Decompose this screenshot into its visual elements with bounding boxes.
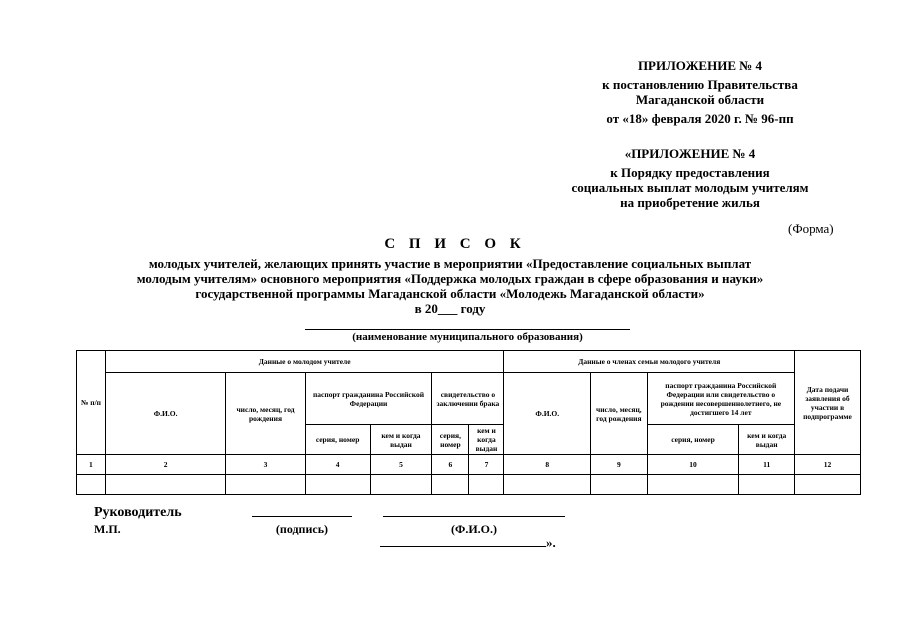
description-line2: молодым учителям» основного мероприятия «Поддержка молодых граждан в сфере образования и науки» xyxy=(136,271,764,286)
column-number: 9 xyxy=(591,455,648,475)
family-issued-header: кем и когда выдан xyxy=(739,425,795,455)
table-cell[interactable] xyxy=(105,475,226,495)
column-number: 7 xyxy=(469,455,504,475)
family-fio-header: Ф.И.О. xyxy=(504,373,591,455)
col-number-header: № п/п xyxy=(77,351,106,455)
table-row xyxy=(77,475,861,495)
inner-appendix-line3: на приобретение жилья xyxy=(620,195,760,210)
teachers-table xyxy=(76,350,861,495)
column-number: 5 xyxy=(370,455,432,475)
teacher-birth-header: число, месяц, год рождения xyxy=(226,373,305,455)
family-series-header: серия, номер xyxy=(647,425,739,455)
table-cell[interactable] xyxy=(504,475,591,495)
table-cell[interactable] xyxy=(226,475,305,495)
table-cell[interactable] xyxy=(591,475,648,495)
signature-caption: (подпись) xyxy=(275,522,329,536)
closing-mark: ». xyxy=(546,535,556,550)
table-cell[interactable] xyxy=(305,475,370,495)
teacher-passport-series-header: серия, номер xyxy=(305,425,370,455)
table-cell[interactable] xyxy=(469,475,504,495)
inner-appendix-line2: социальных выплат молодым учителям xyxy=(571,180,809,195)
document-title: С П И С О К xyxy=(384,236,526,252)
table-cell[interactable] xyxy=(77,475,106,495)
column-number: 12 xyxy=(795,455,861,475)
application-date-header: Дата подачи заявления об участии в подпрограмме xyxy=(795,351,861,455)
column-number: 11 xyxy=(739,455,795,475)
teacher-group-header: Данные о молодом учителе xyxy=(105,351,504,373)
teacher-passport-header: паспорт гражданина Российской Федерации xyxy=(305,373,432,425)
fio-line[interactable] xyxy=(383,516,565,517)
description-line1: молодых учителей, желающих принять участие в мероприятии «Предоставление социальных выплат xyxy=(148,256,752,271)
family-passport-header: паспорт гражданина Российской Федерации или свидетельство о рождении несовершеннолетнего, не достигшего 14 лет xyxy=(647,373,794,425)
table-cell[interactable] xyxy=(432,475,469,495)
appendix-title: ПРИЛОЖЕНИЕ № 4 xyxy=(637,58,763,73)
appendix-line3: от «18» февраля 2020 г. № 96-пп xyxy=(606,111,794,126)
column-number: 3 xyxy=(226,455,305,475)
column-number: 6 xyxy=(432,455,469,475)
fio-caption: (Ф.И.О.) xyxy=(451,522,497,536)
teacher-passport-issued-header: кем и когда выдан xyxy=(370,425,432,455)
municipality-caption: (наименование муниципального образования) xyxy=(352,331,583,343)
description-line3: государственной программы Магаданской области «Молодежь Магаданской области» xyxy=(195,286,705,301)
municipality-line xyxy=(305,329,630,330)
table-cell[interactable] xyxy=(795,475,861,495)
table-cell[interactable] xyxy=(647,475,739,495)
family-birth-header: число, месяц, год рождения xyxy=(591,373,648,455)
inner-appendix-title: «ПРИЛОЖЕНИЕ № 4 xyxy=(624,146,756,161)
teacher-marriage-series-header: серия, номер xyxy=(432,425,469,455)
column-number: 1 xyxy=(77,455,106,475)
form-label: (Форма) xyxy=(788,221,834,236)
table-cell[interactable] xyxy=(739,475,795,495)
column-number: 4 xyxy=(305,455,370,475)
teacher-marriage-header: свидетельство о заключении брака xyxy=(432,373,504,425)
column-number: 8 xyxy=(504,455,591,475)
inner-appendix-line1: к Порядку предоставления xyxy=(610,165,770,180)
head-label: Руководитель xyxy=(94,505,182,520)
table-cell[interactable] xyxy=(370,475,432,495)
seal-label: М.П. xyxy=(94,522,121,536)
column-number: 2 xyxy=(105,455,226,475)
teacher-marriage-issued-header: кем и когда выдан xyxy=(469,425,504,455)
appendix-line2: Магаданской области xyxy=(635,92,765,107)
teacher-fio-header: Ф.И.О. xyxy=(105,373,226,455)
appendix-line1: к постановлению Правительства xyxy=(602,77,798,92)
signature-line[interactable] xyxy=(252,516,352,517)
family-group-header: Данные о членах семьи молодого учителя xyxy=(504,351,795,373)
description-line4: в 20___ году xyxy=(414,301,486,316)
column-number: 10 xyxy=(647,455,739,475)
closing-line[interactable] xyxy=(380,546,546,547)
